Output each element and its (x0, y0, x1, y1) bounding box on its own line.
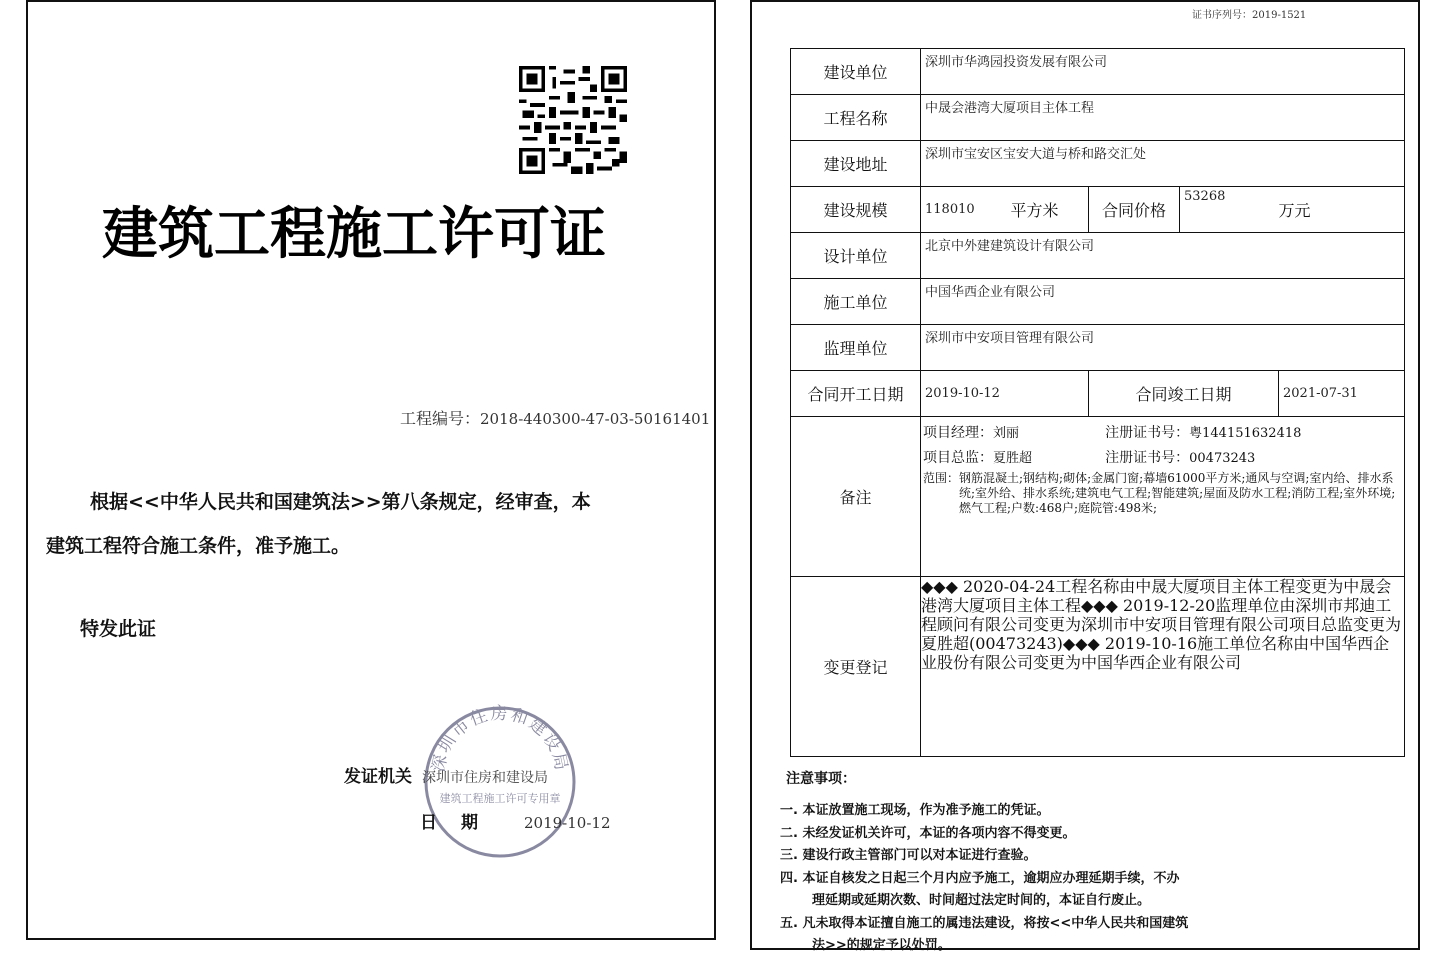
row-dates (791, 371, 1405, 417)
note-5-cont: 法>>的规定予以处罚。 (812, 938, 951, 953)
seal-text: 深圳市住房和建设局 (428, 704, 572, 774)
label-design-unit: 设计单位 (791, 233, 921, 279)
remark-scope (921, 471, 1404, 516)
chief-value: 夏胜超 (993, 451, 1033, 466)
row-remarks (791, 417, 1405, 577)
note-3: 三. 建设行政主管部门可以对本证进行查验。 (780, 848, 1037, 863)
project-number (400, 406, 710, 429)
chief-label: 项目总监： (923, 450, 993, 466)
value-supervision-unit: 深圳市中安项目管理有限公司 (921, 325, 1405, 371)
label-supervision-unit: 监理单位 (791, 325, 921, 371)
row-design-unit (791, 233, 1405, 279)
issuer-label: 发证机关 (344, 767, 412, 787)
certificate-serial: 证书序列号：2019-1521 (1192, 10, 1307, 21)
issuer-value: 深圳市住房和建设局 (422, 770, 548, 786)
pm-reg-label: 注册证书号： (1105, 425, 1190, 441)
pm-reg-value: 粤144151632418 (1189, 426, 1302, 441)
notes-section (780, 768, 1400, 958)
row-change-log (791, 577, 1405, 757)
label-project-name: 工程名称 (791, 95, 921, 141)
value-project-name: 中晟会港湾大厦项目主体工程 (921, 95, 1405, 141)
label-scale: 建设规模 (791, 187, 921, 233)
permit-title: 建筑工程施工许可证 (102, 202, 606, 267)
issue-date-label: 日期 (420, 813, 502, 833)
approval-line-1: 根据<<中华人民共和国建筑法>>第八条规定，经审查，本 (90, 491, 591, 513)
issuance-note: 特发此证 (80, 618, 157, 640)
qr-code (514, 66, 632, 174)
issue-date (420, 808, 610, 833)
approval-line-2: 建筑工程符合施工条件，准予施工。 (46, 535, 351, 557)
unit-scale: 平方米 (1011, 187, 1089, 233)
value-remarks (921, 417, 1405, 577)
value-change-log: ◆◆◆ 2020-04-24工程名称由中晟大厦项目主体工程变更为中晟会港湾大厦项目主体工程◆◆◆ 2019-12-20监理单位由深圳市邦迪工程顾问有限公司变更为深圳市中安项目管理有限公司项目总监变更为夏胜超(00473243)◆◆◆ 2019-10-16施工单位名称由中国华西企业股份有限公司变更为中国华西企业有限公司 (921, 577, 1405, 757)
row-construction-unit (791, 279, 1405, 325)
note-2: 二. 未经发证机关许可，本证的各项内容不得变更。 (780, 825, 1076, 841)
chief-reg-label: 注册证书号： (1105, 450, 1190, 466)
row-build-unit (791, 49, 1405, 95)
label-change-log: 变更登记 (791, 577, 921, 757)
approval-statement (46, 480, 686, 568)
issue-date-value: 2019-10-12 (524, 814, 611, 832)
label-price: 合同价格 (1089, 187, 1180, 233)
permit-cover-page (26, 0, 716, 940)
label-remarks: 备注 (791, 417, 921, 577)
row-scale-price (791, 187, 1405, 233)
remark-personnel (921, 417, 1404, 471)
value-scale: 118010 (921, 187, 1011, 233)
label-build-unit: 建设单位 (791, 49, 921, 95)
project-number-label: 工程编号： (400, 409, 481, 428)
note-4-cont: 理延期或延期次数、时间超过法定时间的，本证自行废止。 (812, 893, 1151, 908)
chief-reg-value: 00473243 (1189, 451, 1256, 466)
project-number-value: 2018-440300-47-03-50161401 (480, 410, 711, 428)
notes-heading: 注意事项： (786, 771, 856, 787)
value-construction-unit: 中国华西企业有限公司 (921, 279, 1405, 325)
row-project-name (791, 95, 1405, 141)
permit-details-page (750, 0, 1420, 953)
label-start-date: 合同开工日期 (791, 371, 921, 417)
scope-label: 范围： (923, 471, 960, 485)
pm-value: 刘丽 (993, 426, 1020, 441)
unit-price: 万元 (1279, 187, 1405, 233)
scope-value: 钢筋混凝土;钢结构;砌体;金属门窗;幕墙61000平方米;通风与空调;室内给、排水系统;室外给、排水系统;建筑电气工程;智能建筑;屋面及防水工程;消防工程;室外环境;燃气工程;户数:468户;庭院管:498米; (959, 471, 1396, 515)
value-end-date: 2021-07-31 (1279, 371, 1405, 417)
label-end-date: 合同竣工日期 (1089, 371, 1279, 417)
permit-details-table (790, 48, 1405, 757)
row-address (791, 141, 1405, 187)
value-design-unit: 北京中外建建筑设计有限公司 (921, 233, 1405, 279)
value-start-date: 2019-10-12 (921, 371, 1089, 417)
label-address: 建设地址 (791, 141, 921, 187)
value-price: 53268 (1180, 187, 1279, 233)
value-build-unit: 深圳市华鸿园投资发展有限公司 (921, 49, 1405, 95)
value-address: 深圳市宝安区宝安大道与桥和路交汇处 (921, 141, 1405, 187)
seal-inner-text: 建筑工程施工许可专用章 (439, 792, 561, 805)
pm-label: 项目经理： (923, 425, 993, 441)
label-construction-unit: 施工单位 (791, 279, 921, 325)
note-5: 五. 凡未取得本证擅自施工的属违法建设，将按<<中华人民共和国建筑 (780, 915, 1189, 931)
note-1: 一. 本证放置施工现场，作为准予施工的凭证。 (780, 803, 1050, 818)
note-4: 四. 本证自核发之日起三个月内应予施工，逾期应办理延期手续，不办 (780, 870, 1180, 886)
issuing-authority (344, 762, 548, 787)
row-supervision-unit (791, 325, 1405, 371)
